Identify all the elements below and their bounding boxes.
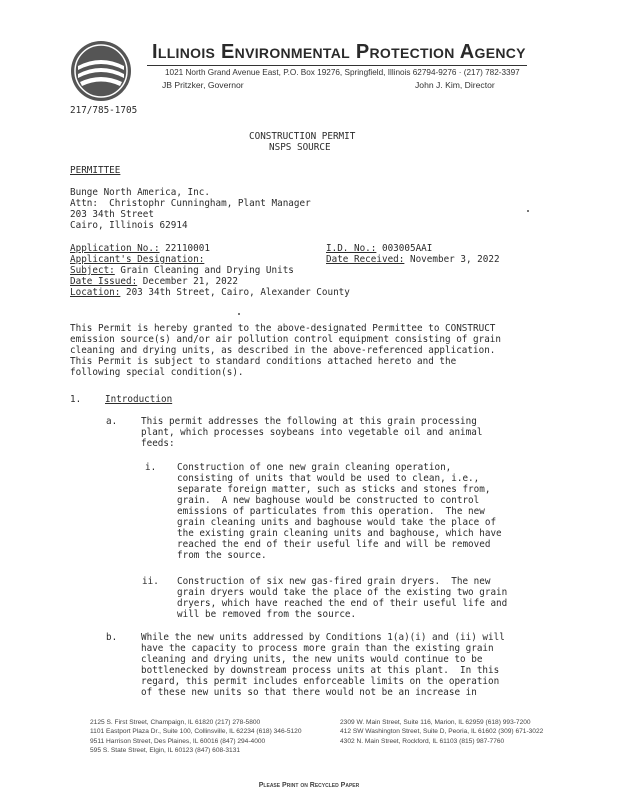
- item-b-line: have the capacity to process more grain than the existing grain: [141, 643, 494, 654]
- agency-name: Illinois Environmental Protection Agency: [152, 41, 526, 63]
- item-ii-label: ii.: [142, 576, 159, 587]
- item-ii-line: will be removed from the source.: [177, 609, 357, 620]
- illinois-epa-logo: [70, 40, 132, 102]
- item-i-line: the existing grain cleaning units and baghouse, which have: [177, 528, 502, 539]
- application-no: 22110001: [165, 243, 210, 254]
- item-a-line: feeds:: [141, 438, 175, 449]
- designation-label: Applicant's Designation:: [70, 254, 205, 265]
- item-a-label: a.: [106, 416, 118, 427]
- footer-address: 2125 S. First Street, Champaign, IL 61820 (217) 278-5800: [90, 719, 261, 726]
- date-issued: December 21, 2022: [142, 276, 238, 287]
- item-ii-line: Construction of six new gas-fired grain dryers. The new: [177, 576, 491, 587]
- intro-line: This Permit is hereby granted to the above-designated Permittee to CONSTRUCT: [70, 323, 496, 334]
- permittee-company: Bunge North America, Inc.: [70, 187, 210, 198]
- item-i-line: from the source.: [177, 550, 267, 561]
- permittee-heading: PERMITTEE: [70, 165, 121, 176]
- item-i-line: consisting of units that would be used to clean, i.e.,: [177, 473, 480, 484]
- recycled-paper-note: [0, 782, 618, 789]
- footer-address: 595 S. State Street, Elgin, IL 60123 (847) 608-3131: [90, 746, 241, 754]
- intro-line: emission source(s) and/or air pollution control equipment consisting of grain: [70, 334, 501, 345]
- item-b-line: bottlenecked by downstream process units at this plant. In this: [141, 665, 500, 676]
- section-number: 1.: [70, 394, 82, 405]
- item-a-line: plant, which processes soybeans into vegetable oil and animal: [141, 427, 483, 438]
- scan-speck: [238, 313, 240, 315]
- item-ii-line: grain dryers would take the place of the existing two grain: [177, 587, 508, 598]
- subject-label: Subject:: [70, 265, 115, 276]
- id-no-label: I.D. No.:: [326, 243, 377, 254]
- intro-line: This Permit is subject to standard conditions attached hereto and the: [70, 356, 457, 367]
- date-received-label: Date Received:: [326, 254, 405, 265]
- id-no: 003005AAI: [381, 243, 433, 254]
- item-i-label: i.: [145, 462, 157, 473]
- item-ii-line: dryers, which have reached the end of their useful life and: [177, 598, 508, 609]
- location-label: Location:: [70, 287, 121, 298]
- footer-address: 4302 N. Main Street, Rockford, IL 61103 (815) 987-7760: [340, 737, 505, 745]
- item-i-line: grain cleaning units and baghouse would take the place of: [177, 517, 497, 528]
- item-i-line: emissions of particulates from this operation. The new: [177, 506, 485, 517]
- letterhead-rule: [147, 65, 527, 66]
- subject: Grain Cleaning and Drying Units: [120, 265, 294, 276]
- item-b-line: of these new units so that there would not be an increase in: [141, 687, 477, 698]
- application-no-label: Application No.:: [70, 243, 160, 254]
- agency-address: 1021 North Grand Avenue East, P.O. Box 19276, Springfield, Illinois 62794-9276 · (217) 782-3397: [165, 68, 520, 77]
- item-i-line: separate foreign matter, such as sticks and stones from,: [177, 484, 491, 495]
- footer-address: 2309 W. Main Street, Suite 116, Marion, IL 62959 (618) 993-7200: [340, 719, 531, 726]
- scan-speck: [527, 210, 529, 212]
- item-b-line: regard, this permit includes enforceable limits on the operation: [141, 676, 500, 687]
- footer-offices-right: [340, 718, 543, 746]
- item-b-line: cleaning and drying units, the new units would continue to be: [141, 654, 483, 665]
- item-a-line: This permit addresses the following at this grain processing: [141, 416, 477, 427]
- governor-name: JB Pritzker, Governor: [162, 80, 244, 90]
- item-b-label: b.: [106, 632, 118, 643]
- phone-line: 217/785-1705: [70, 105, 138, 116]
- date-issued-label: Date Issued:: [70, 276, 138, 287]
- item-b-line: While the new units addressed by Conditions 1(a)(i) and (ii) will: [141, 632, 505, 643]
- director-name: John J. Kim, Director: [415, 80, 495, 90]
- permittee-street: 203 34th Street: [70, 209, 154, 220]
- footer-address: 1101 Eastport Plaza Dr., Suite 100, Collinsville, IL 62234 (618) 346-5120: [90, 728, 302, 736]
- permit-title: CONSTRUCTION PERMIT: [249, 131, 356, 142]
- item-i-line: Construction of one new grain cleaning operation,: [177, 462, 452, 473]
- location: 203 34th Street, Cairo, Alexander County: [125, 287, 350, 298]
- date-received: November 3, 2022: [409, 254, 500, 265]
- intro-line: following special condition(s).: [70, 367, 244, 378]
- item-i-line: grain. A new baghouse would be constructed to control: [177, 495, 480, 506]
- section-title: Introduction: [105, 394, 173, 405]
- recycled-paper-text: Please Print on Recycled Paper: [258, 782, 360, 789]
- footer-address: 412 SW Washington Street, Suite D, Peoria, IL 61602 (309) 671-3022: [340, 728, 544, 736]
- footer-offices-left: [90, 718, 302, 755]
- footer-address: 9511 Harrison Street, Des Plaines, IL 60016 (847) 294-4000: [90, 737, 266, 745]
- permit-subtitle: NSPS SOURCE: [269, 142, 331, 153]
- permittee-city: Cairo, Illinois 62914: [70, 220, 188, 231]
- permittee-attn: Attn: Christophr Cunningham, Plant Manager: [70, 198, 311, 209]
- intro-line: cleaning and drying units, as described in the above-referenced application.: [70, 345, 496, 356]
- item-i-line: reached the end of their useful life and will be removed: [177, 539, 491, 550]
